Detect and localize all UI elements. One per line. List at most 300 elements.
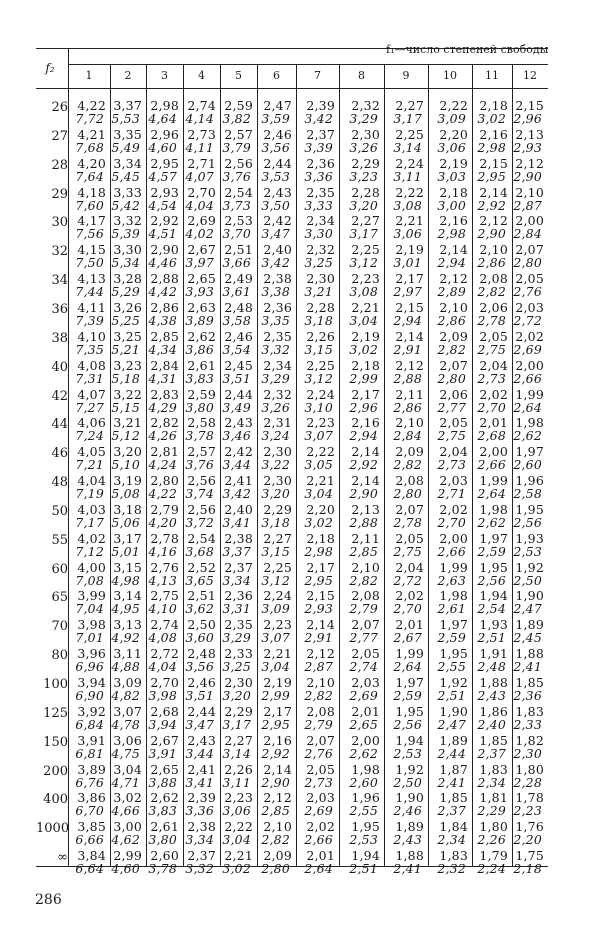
table-cell-005: 2,25 <box>395 126 424 142</box>
table-cell-005: 2,05 <box>351 646 380 662</box>
table-cell-001: 2,34 <box>437 832 466 848</box>
table-cell-001: 5,12 <box>111 428 140 444</box>
table-cell-001: 7,31 <box>75 370 104 386</box>
table-cell-005: 2,92 <box>150 213 179 229</box>
table-cell-005: 2,12 <box>439 271 468 287</box>
table-cell-001: 3,11 <box>222 774 251 790</box>
table-cell-001: 3,80 <box>148 832 177 848</box>
table-cell-001: 6,90 <box>75 688 104 703</box>
table-cell-005: 2,02 <box>395 588 424 604</box>
table-cell-005: 2,21 <box>395 213 424 229</box>
table-cell-001: 2,51 <box>477 630 506 646</box>
table-cell-001: 2,94 <box>349 428 378 444</box>
table-cell-005: 2,25 <box>306 357 335 373</box>
table-cell-001: 2,96 <box>513 111 542 126</box>
column-header: 8 <box>358 69 365 82</box>
table-cell-001: 2,93 <box>304 601 333 617</box>
table-cell-001: 3,51 <box>222 370 251 386</box>
table-cell-001: 3,04 <box>261 659 290 675</box>
table-cell-005: 4,21 <box>77 126 106 142</box>
table-cell-005: 4,05 <box>77 444 106 460</box>
table-cell-005: 2,79 <box>150 501 179 517</box>
table-cell-005: 3,84 <box>77 848 106 864</box>
table-cell-005: 1,91 <box>479 646 508 662</box>
table-cell-001: 3,12 <box>304 370 333 386</box>
table-cell-005: 1,95 <box>395 703 424 719</box>
table-cell-001: 2,50 <box>393 774 422 790</box>
table-cell-005: 2,59 <box>224 98 253 113</box>
row-label-f2: 50 <box>51 503 68 519</box>
table-cell-005: 2,46 <box>187 675 216 690</box>
table-cell-001: 3,42 <box>304 111 333 126</box>
table-cell-005: 2,17 <box>306 559 335 575</box>
table-cell-001: 2,86 <box>437 312 466 328</box>
table-cell-001: 2,47 <box>437 716 466 732</box>
table-cell-005: 2,51 <box>187 588 216 604</box>
table-cell-005: 2,67 <box>187 242 216 258</box>
table-cell-005: 2,00 <box>515 357 544 373</box>
table-cell-005: 3,13 <box>113 617 142 633</box>
table-cell-005: 2,76 <box>150 559 179 575</box>
table-cell-005: 1,83 <box>479 761 508 777</box>
table-cell-001: 5,39 <box>111 226 140 242</box>
table-cell-001: 3,01 <box>393 255 422 271</box>
table-cell-001: 2,66 <box>437 543 466 559</box>
table-cell-005: 2,70 <box>150 675 179 690</box>
table-cell-001: 3,61 <box>222 284 251 300</box>
table-cell-001: 3,15 <box>304 341 333 357</box>
table-cell-001: 4,13 <box>148 572 177 588</box>
table-cell-005: 4,02 <box>77 530 106 546</box>
table-cell-005: 4,07 <box>77 386 106 402</box>
table-cell-001: 5,01 <box>111 543 140 559</box>
table-cell-005: 1,79 <box>479 848 508 864</box>
table-cell-001: 3,10 <box>304 399 333 415</box>
table-cell-001: 2,60 <box>349 774 378 790</box>
table-cell-001: 3,20 <box>222 688 251 703</box>
table-cell-001: 7,27 <box>75 399 104 415</box>
table-cell-001: 2,61 <box>437 601 466 617</box>
table-cell-005: 2,12 <box>395 357 424 373</box>
table-cell-005: 2,19 <box>395 242 424 258</box>
table-cell-001: 3,11 <box>393 168 422 184</box>
table-cell-005: 2,93 <box>150 184 179 200</box>
table-cell-001: 2,69 <box>304 803 333 819</box>
table-cell-005: 2,03 <box>351 675 380 690</box>
table-cell-005: 3,32 <box>113 213 142 229</box>
table-cell-001: 4,60 <box>148 139 177 155</box>
table-cell-005: 2,47 <box>263 98 292 113</box>
table-cell-005: 1,92 <box>395 761 424 777</box>
table-cell-001: 2,53 <box>513 543 542 559</box>
row-label-f2: 150 <box>43 734 68 750</box>
table-cell-001: 3,59 <box>261 111 290 126</box>
table-cell-001: 6,84 <box>75 716 104 732</box>
row-label-f2: 42 <box>51 388 68 404</box>
table-cell-001: 2,56 <box>513 514 542 530</box>
table-cell-005: 1,95 <box>515 501 544 517</box>
column-header: 3 <box>161 69 168 82</box>
table-cell-001: 2,70 <box>437 514 466 530</box>
table-cell-001: 2,91 <box>304 630 333 646</box>
table-cell-001: 3,49 <box>222 399 251 415</box>
table-cell-005: 3,91 <box>77 732 106 748</box>
column-header: 2 <box>124 69 132 82</box>
table-cell-001: 4,07 <box>185 168 214 184</box>
table-cell-005: 1,76 <box>515 819 544 835</box>
table-cell-001: 2,76 <box>304 745 333 761</box>
table-cell-001: 3,68 <box>185 543 214 559</box>
table-cell-001: 2,55 <box>349 803 378 819</box>
table-cell-001: 3,06 <box>437 139 466 155</box>
table-cell-005: 2,56 <box>187 473 216 489</box>
table-cell-005: 2,78 <box>150 530 179 546</box>
table-cell-005: 2,03 <box>306 790 335 806</box>
table-cell-001: 2,90 <box>261 774 290 790</box>
table-cell-001: 3,78 <box>148 861 177 877</box>
table-cell-005: 4,00 <box>77 559 106 575</box>
table-cell-005: 2,98 <box>150 98 179 113</box>
table-cell-005: 4,03 <box>77 501 106 517</box>
table-cell-001: 2,59 <box>393 688 422 703</box>
table-cell-001: 2,29 <box>477 803 506 819</box>
table-cell-005: 2,33 <box>224 646 253 662</box>
table-cell-005: 1,94 <box>395 732 424 748</box>
table-cell-005: 3,35 <box>113 126 142 142</box>
table-cell-005: 2,58 <box>187 415 216 431</box>
table-cell-005: 1,85 <box>515 675 544 690</box>
table-cell-001: 2,33 <box>513 716 542 732</box>
table-cell-005: 2,28 <box>351 184 380 200</box>
table-cell-001: 4,88 <box>111 659 140 675</box>
table-cell-005: 2,07 <box>351 617 380 633</box>
table-cell-005: 1,99 <box>395 646 424 662</box>
table-cell-001: 2,82 <box>261 832 290 848</box>
table-cell-005: 1,93 <box>479 617 508 633</box>
table-cell-005: 2,26 <box>306 328 335 344</box>
table-cell-001: 2,46 <box>393 803 422 819</box>
table-cell-005: 4,17 <box>77 213 106 229</box>
table-cell-005: 1,87 <box>439 761 468 777</box>
table-cell-005: 2,48 <box>224 299 253 315</box>
table-cell-001: 3,24 <box>261 428 290 444</box>
table-cell-001: 3,17 <box>222 716 251 732</box>
table-cell-005: 2,75 <box>150 588 179 604</box>
column-header: 4 <box>198 69 205 82</box>
table-cell-005: 2,07 <box>306 732 335 748</box>
table-cell-001: 3,02 <box>222 861 251 877</box>
table-cell-001: 2,92 <box>261 745 290 761</box>
table-cell-005: 2,35 <box>306 184 335 200</box>
table-cell-001: 2,87 <box>513 197 542 213</box>
table-cell-001: 5,42 <box>111 197 140 213</box>
table-cell-005: 3,21 <box>113 415 142 431</box>
table-cell-005: 2,00 <box>439 530 468 546</box>
table-cell-001: 3,09 <box>261 601 290 617</box>
table-cell-005: 3,20 <box>113 444 142 460</box>
table-cell-005: 3,00 <box>113 819 142 835</box>
table-cell-001: 3,07 <box>304 428 333 444</box>
table-cell-001: 2,82 <box>304 688 333 703</box>
table-cell-001: 3,31 <box>222 601 251 617</box>
table-cell-001: 2,73 <box>304 774 333 790</box>
column-header: 1 <box>85 69 93 82</box>
table-cell-005: 2,44 <box>187 703 216 719</box>
table-cell-001: 3,32 <box>185 861 214 877</box>
table-cell-001: 2,64 <box>304 861 333 877</box>
table-cell-001: 4,34 <box>148 341 177 357</box>
table-cell-005: 4,04 <box>77 473 106 489</box>
table-cell-005: 2,57 <box>224 126 253 142</box>
table-cell-001: 2,60 <box>513 457 542 473</box>
table-cell-005: 2,07 <box>515 242 544 258</box>
table-cell-001: 2,66 <box>304 832 333 848</box>
table-cell-001: 2,90 <box>349 486 378 502</box>
table-cell-001: 4,08 <box>148 630 177 646</box>
table-cell-005: 2,16 <box>439 213 468 229</box>
table-cell-001: 5,08 <box>111 486 140 502</box>
table-cell-005: 2,81 <box>150 444 179 460</box>
row-label-f2: 1000 <box>36 821 70 837</box>
table-cell-001: 2,84 <box>393 428 422 444</box>
f2-axis-label: f₂ <box>45 61 55 75</box>
table-cell-001: 3,32 <box>261 341 290 357</box>
table-cell-005: 2,04 <box>439 444 468 460</box>
table-cell-005: 1,94 <box>351 848 380 864</box>
table-cell-001: 5,34 <box>111 255 140 271</box>
table-cell-005: 2,48 <box>187 646 216 662</box>
table-cell-001: 2,84 <box>513 226 542 242</box>
table-cell-001: 3,04 <box>304 486 333 502</box>
table-cell-001: 2,53 <box>393 745 422 761</box>
table-cell-001: 2,54 <box>477 601 506 617</box>
table-cell-005: 2,51 <box>224 242 253 258</box>
table-cell-001: 2,41 <box>393 861 422 877</box>
table-cell-005: 1,97 <box>515 444 544 460</box>
table-cell-005: 1,85 <box>439 790 468 806</box>
table-cell-001: 2,94 <box>393 312 422 328</box>
column-header: 7 <box>314 69 321 82</box>
table-cell-005: 4,10 <box>77 328 106 344</box>
row-label-f2: 26 <box>51 100 68 115</box>
table-cell-005: 2,22 <box>224 819 253 835</box>
column-header: 6 <box>273 69 280 82</box>
table-cell-005: 3,34 <box>113 155 142 171</box>
table-cell-005: 2,07 <box>439 357 468 373</box>
table-cell-001: 3,65 <box>185 572 214 588</box>
table-cell-001: 3,80 <box>185 399 214 415</box>
table-cell-001: 2,65 <box>349 716 378 732</box>
row-label-f2: 28 <box>51 157 68 173</box>
table-cell-001: 2,91 <box>393 341 422 357</box>
table-cell-005: 2,12 <box>263 790 292 806</box>
table-cell-001: 3,41 <box>185 774 214 790</box>
table-cell-001: 4,82 <box>111 688 140 703</box>
table-cell-001: 3,82 <box>222 111 251 126</box>
table-cell-001: 2,51 <box>437 688 466 703</box>
table-cell-001: 3,66 <box>222 255 251 271</box>
table-cell-005: 2,22 <box>439 98 468 113</box>
table-cell-001: 2,55 <box>437 659 466 675</box>
table-cell-001: 4,57 <box>148 168 177 184</box>
table-cell-005: 1,88 <box>515 646 544 662</box>
table-cell-001: 2,18 <box>513 861 542 877</box>
table-cell-001: 2,85 <box>261 803 290 819</box>
table-cell-001: 3,47 <box>261 226 290 242</box>
table-cell-001: 2,56 <box>393 716 422 732</box>
table-cell-001: 3,41 <box>222 514 251 530</box>
table-cell-001: 4,31 <box>148 370 177 386</box>
table-cell-005: 2,72 <box>150 646 179 662</box>
table-cell-001: 7,64 <box>75 168 104 184</box>
table-cell-005: 3,98 <box>77 617 106 633</box>
table-cell-005: 2,61 <box>187 357 216 373</box>
table-cell-001: 3,97 <box>185 255 214 271</box>
table-cell-005: 2,05 <box>439 415 468 431</box>
table-cell-005: 3,92 <box>77 703 106 719</box>
table-cell-005: 2,05 <box>515 271 544 287</box>
table-cell-005: 2,38 <box>187 819 216 835</box>
table-cell-001: 2,40 <box>477 716 506 732</box>
table-cell-005: 2,16 <box>351 415 380 431</box>
table-cell-001: 2,75 <box>393 543 422 559</box>
table-cell-005: 2,83 <box>150 386 179 402</box>
table-cell-005: 3,33 <box>113 184 142 200</box>
table-cell-005: 2,36 <box>263 299 292 315</box>
page-number: 286 <box>35 892 62 908</box>
table-cell-005: 3,22 <box>113 386 142 402</box>
table-cell-001: 2,88 <box>393 370 422 386</box>
table-cell-001: 2,95 <box>477 168 506 184</box>
table-cell-001: 2,37 <box>437 803 466 819</box>
table-cell-005: 1,92 <box>439 675 468 690</box>
table-cell-005: 2,19 <box>439 155 468 171</box>
table-cell-001: 2,85 <box>349 543 378 559</box>
table-cell-001: 2,66 <box>513 370 542 386</box>
table-cell-005: 2,42 <box>224 444 253 460</box>
table-cell-001: 2,62 <box>477 514 506 530</box>
table-cell-001: 3,74 <box>185 486 214 502</box>
table-cell-001: 2,73 <box>437 457 466 473</box>
table-cell-005: 3,11 <box>113 646 142 662</box>
table-cell-005: 1,95 <box>351 819 380 835</box>
table-cell-001: 3,36 <box>304 168 333 184</box>
table-cell-001: 6,81 <box>75 745 104 761</box>
table-cell-005: 2,11 <box>395 386 424 402</box>
table-cell-001: 3,29 <box>222 630 251 646</box>
table-cell-005: 2,27 <box>395 98 424 113</box>
table-cell-005: 2,43 <box>187 732 216 748</box>
table-cell-001: 3,79 <box>222 139 251 155</box>
row-label-f2: 65 <box>51 590 68 606</box>
table-cell-005: 2,31 <box>263 415 292 431</box>
table-cell-005: 3,14 <box>113 588 142 604</box>
table-cell-005: 1,89 <box>515 617 544 633</box>
table-cell-001: 2,77 <box>437 399 466 415</box>
table-cell-005: 2,21 <box>306 473 335 489</box>
row-label-f2: ∞ <box>57 850 68 866</box>
table-cell-001: 3,86 <box>185 341 214 357</box>
table-cell-001: 2,72 <box>393 572 422 588</box>
table-cell-005: 1,90 <box>439 703 468 719</box>
table-cell-001: 2,88 <box>349 514 378 530</box>
table-cell-001: 3,56 <box>261 139 290 155</box>
table-cell-005: 2,90 <box>150 242 179 258</box>
table-cell-001: 7,68 <box>75 139 104 155</box>
table-cell-001: 3,17 <box>393 111 422 126</box>
table-cell-001: 2,53 <box>349 832 378 848</box>
table-cell-001: 4,16 <box>148 543 177 559</box>
table-cell-001: 2,77 <box>349 630 378 646</box>
table-cell-005: 2,53 <box>224 213 253 229</box>
table-cell-005: 3,25 <box>113 328 142 344</box>
table-cell-005: 3,85 <box>77 819 106 835</box>
table-cell-001: 2,87 <box>304 659 333 675</box>
table-cell-001: 2,80 <box>513 255 542 271</box>
table-cell-005: 4,11 <box>77 299 106 315</box>
table-cell-005: 2,01 <box>351 703 380 719</box>
table-cell-001: 4,14 <box>185 111 214 126</box>
table-cell-001: 2,41 <box>437 774 466 790</box>
table-cell-001: 7,50 <box>75 255 104 271</box>
table-cell-005: 2,49 <box>224 271 253 287</box>
table-cell-005: 2,38 <box>263 271 292 287</box>
table-cell-005: 2,12 <box>479 213 508 229</box>
table-cell-001: 4,92 <box>111 630 140 646</box>
table-cell-005: 2,50 <box>187 617 216 633</box>
table-cell-005: 1,84 <box>439 819 468 835</box>
table-cell-005: 2,13 <box>515 126 544 142</box>
table-cell-001: 2,79 <box>304 716 333 732</box>
table-cell-001: 7,56 <box>75 226 104 242</box>
table-cell-001: 7,12 <box>75 543 104 559</box>
table-cell-001: 5,10 <box>111 457 140 473</box>
table-cell-005: 2,21 <box>263 646 292 662</box>
table-cell-001: 2,36 <box>513 688 542 703</box>
table-cell-001: 3,34 <box>185 832 214 848</box>
table-cell-005: 2,15 <box>479 155 508 171</box>
table-cell-001: 3,47 <box>185 716 214 732</box>
table-cell-005: 3,18 <box>113 501 142 517</box>
table-cell-001: 3,02 <box>477 111 506 126</box>
table-cell-001: 3,56 <box>185 659 214 675</box>
table-cell-005: 1,78 <box>515 790 544 806</box>
table-cell-005: 2,39 <box>306 98 335 113</box>
table-cell-005: 2,82 <box>150 415 179 431</box>
table-cell-005: 2,40 <box>224 501 253 517</box>
table-cell-001: 2,98 <box>304 543 333 559</box>
table-cell-005: 2,13 <box>351 501 380 517</box>
table-cell-005: 4,08 <box>77 357 106 373</box>
table-cell-005: 2,46 <box>263 126 292 142</box>
table-cell-005: 2,37 <box>306 126 335 142</box>
table-cell-001: 3,60 <box>185 630 214 646</box>
table-cell-005: 2,05 <box>306 761 335 777</box>
table-cell-001: 3,23 <box>349 168 378 184</box>
table-cell-001: 3,30 <box>304 226 333 242</box>
row-label-f2: 30 <box>51 215 68 231</box>
table-cell-005: 2,38 <box>224 530 253 546</box>
table-cell-005: 2,20 <box>439 126 468 142</box>
table-cell-001: 4,66 <box>111 803 140 819</box>
table-cell-001: 4,54 <box>148 197 177 213</box>
table-cell-001: 3,38 <box>261 284 290 300</box>
table-cell-005: 1,83 <box>515 703 544 719</box>
table-cell-005: 4,20 <box>77 155 106 171</box>
table-cell-001: 2,64 <box>477 486 506 502</box>
table-cell-005: 2,32 <box>306 242 335 258</box>
table-cell-001: 4,26 <box>148 428 177 444</box>
